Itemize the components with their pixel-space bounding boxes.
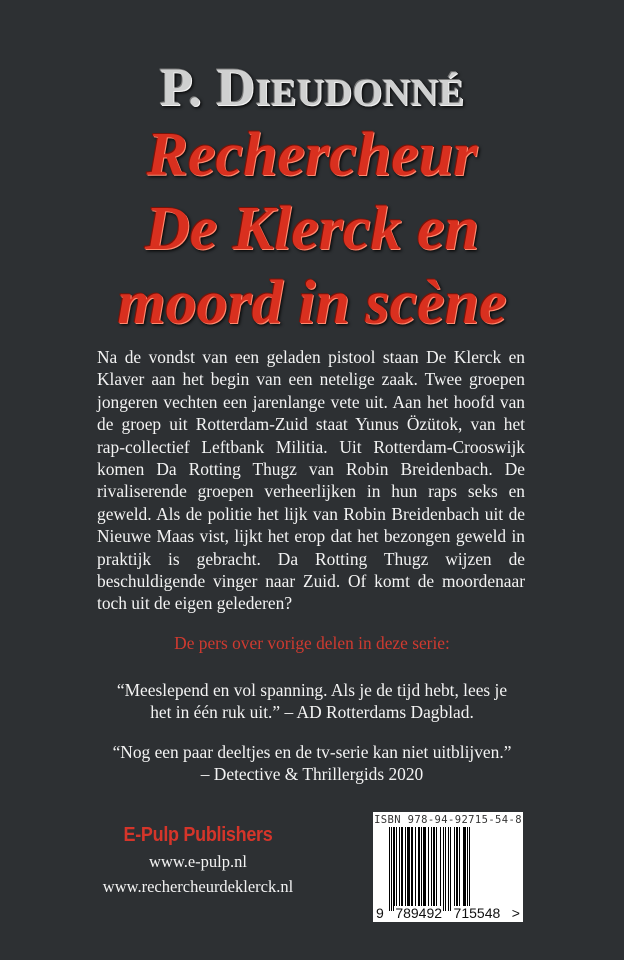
ean-digit-lead: 9	[376, 905, 384, 921]
publisher-name: E-Pulp Publishers	[123, 822, 273, 846]
quote-2-line-2: – Detective & Thrillergids 2020	[200, 764, 424, 785]
ean-digits	[375, 906, 521, 921]
title-line-2: De Klerck en	[144, 195, 480, 263]
isbn-label: ISBN 978-94-92715-54-8	[374, 814, 522, 826]
title-line-3: moord in scène	[117, 269, 507, 337]
ean-digit-group-2: 715548	[453, 905, 501, 921]
book-title	[0, 118, 624, 340]
press-heading: De pers over vorige delen in deze serie:	[174, 633, 450, 653]
ean-digit-group-1: 789492	[395, 905, 443, 921]
series-url[interactable]: www.rechercheurdeklerck.nl	[102, 877, 294, 896]
publisher-url[interactable]: www.e-pulp.nl	[149, 852, 247, 871]
blurb-text: Na de vondst van een geladen pistool staan De Klerck en Klaver aan het begin van een netelige zaak. Twee groepen jongeren vechten een jarenlange vete uit. Aan het hoofd van de groep uit Rotterdam-Zuid staat Yunus Özütok, van het rap-collectief Leftbank Militia. Uit Rotterdam-Crooswijk komen Da Rotting Thugz van Robin Breidenbach. De rivaliserende groepen verheerlijken in hun raps seks en geweld. Als de politie het lijk van Robin Breidenbach uit de Nieuwe Maas vist, lijkt het erop dat het bezongen geweld in praktijk is gebracht. Da Rotting Thugz wijzen de beschuldigende vinger naar Zuid. Of komt de moordenaar toch uit de eigen gelederen?	[97, 347, 525, 614]
quote-1-line-1: “Meeslepend en vol spanning. Als je de tijd hebt, lees je	[116, 680, 508, 700]
quote-1-line-2: het in één ruk uit.” – AD Rotterdams Dagblad.	[150, 702, 474, 723]
press-quote-1	[60, 679, 564, 724]
author-name: P. Dieudonné	[159, 57, 465, 117]
quote-2-line-1: “Nog een paar deeltjes en de tv-serie kan niet uitblijven.”	[112, 742, 512, 762]
barcode-bars-icon	[389, 827, 507, 911]
ean-quiet-zone-marker: >	[511, 905, 520, 921]
press-quote-2	[60, 741, 564, 786]
isbn-barcode	[373, 812, 523, 922]
title-line-1: Rechercheur	[146, 121, 478, 189]
